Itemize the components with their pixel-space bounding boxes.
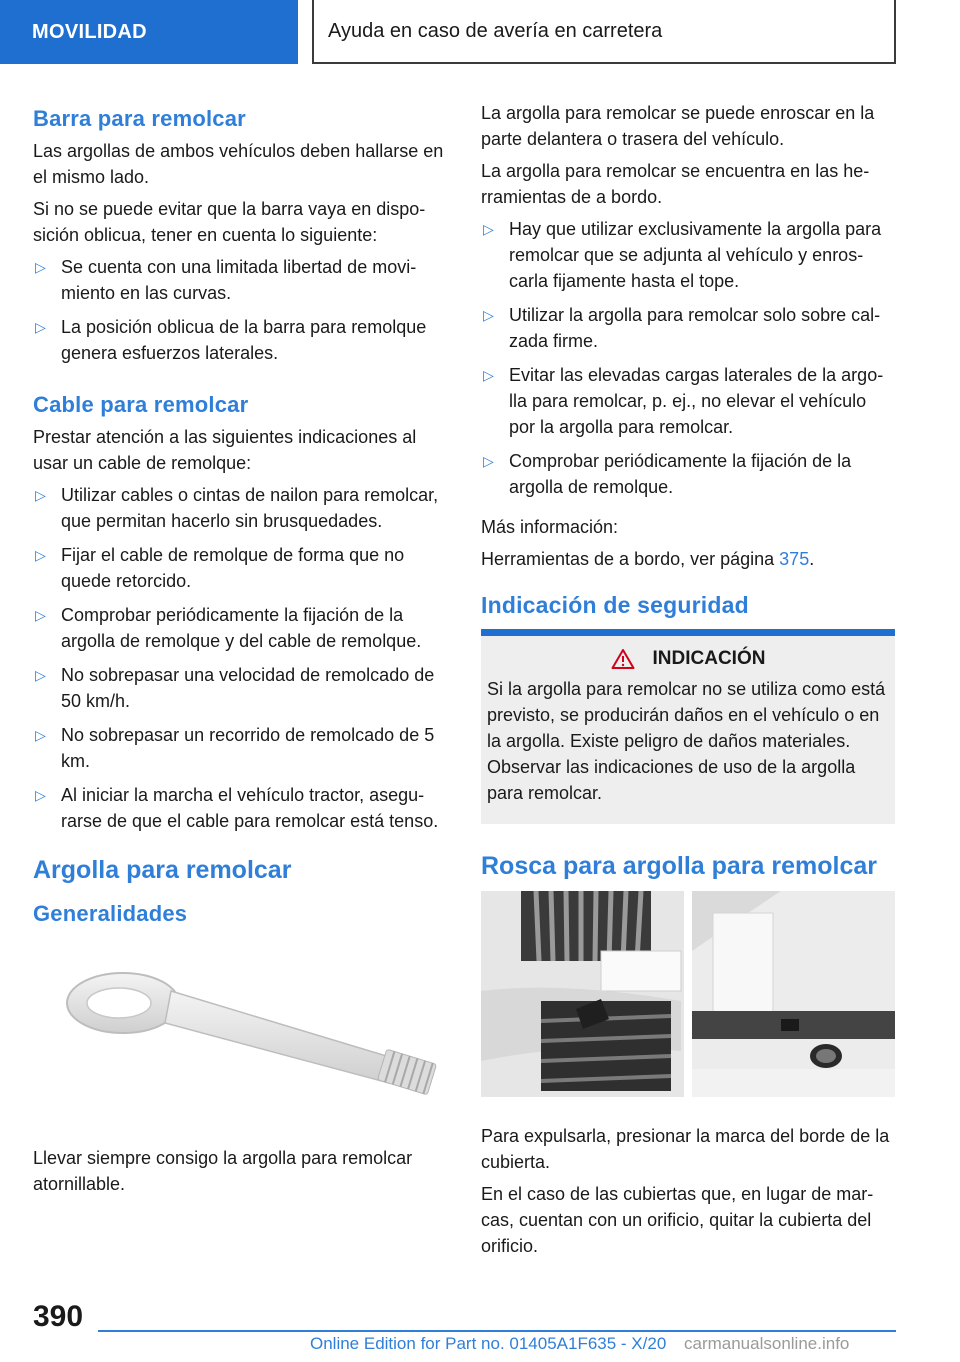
list-item: ▷ No sobrepasar un recorrido de remolcado de 5 km. [33,722,447,774]
list-item: ▷ Al iniciar la marcha el vehículo tractor, asegurarse de que el cable para remolcar está tenso. [33,782,447,834]
subheading-generalidades: Generalidades [33,901,188,926]
left-column [33,100,447,1203]
notice-box [481,636,895,824]
paragraph: Prestar atención a las siguientes indicaciones al usar un cable de remolque: [33,427,417,473]
notice-text: Si la argolla para remolcar no se utiliza como está previsto, se producirán daños en el vehículo o en la argolla. Existe peligro de daños materiales. Observar las indicaciones de uso de la argolla para remolcar. [487,679,886,803]
list-item: ▷ Se cuenta con una limitada libertad de movimiento en las curvas. [33,254,447,306]
more-info-label: Más información: [481,517,619,537]
heading-argolla: Argolla para remolcar [33,856,292,884]
list-item: ▷ La posición oblicua de la barra para remolque genera esfuerzos laterales. [33,314,447,366]
paragraph: En el caso de las cubiertas que, en lugar de marcas, cuentan con un orificio, quitar la cubierta del orificio. [481,1184,874,1256]
notice-top-bar [481,629,895,636]
tow-hook-illustration [33,933,447,1133]
list-item: ▷ Utilizar la argolla para remolcar solo sobre calzada firme. [481,302,895,354]
heading-seguridad: Indicación de seguridad [481,592,749,618]
paragraph: Para expulsarla, presionar la marca del borde de la cubierta. [481,1126,890,1172]
list-item: ▷ Comprobar periódicamente la fijación de la argolla de remolque y del cable de remolque. [33,602,447,654]
bullet-triangle-icon: ▷ [35,259,46,275]
section-tab [0,0,298,64]
chapter-title: Ayuda en caso de avería en carretera [328,19,663,42]
notice-title: INDICACIÓN [652,648,766,669]
bullet-triangle-icon: ▷ [35,607,46,623]
list-item: ▷ Fijar el cable de remolque de forma que no quede retorcido. [33,542,447,594]
list-item: ▷ Hay que utilizar exclusivamente la argolla para remolcar que se adjunta al vehículo y enroscarla fijamente hasta el tope. [481,216,895,294]
bullet-triangle-icon: ▷ [35,667,46,683]
notice-header [487,648,889,670]
right-column [481,100,895,1265]
paragraph: La argolla para remolcar se encuentra en las herramientas de a bordo. [481,161,870,207]
heading-cable: Cable para remolcar [33,392,249,417]
list-item: ▷ No sobrepasar una velocidad de remolcado de 50 km/h. [33,662,447,714]
heading-barra: Barra para remolcar [33,106,246,131]
footer-rule [98,1330,896,1332]
list-item: ▷ Evitar las elevadas cargas laterales de la argolla para remolcar, p. ej., no elevar el vehículo por la argolla para remolcar. [481,362,895,440]
footer-edition: Online Edition for Part no. 01405A1F635 - X/20 [310,1334,667,1353]
page-link[interactable]: 375 [779,549,810,569]
bullet-triangle-icon: ▷ [483,453,494,469]
paragraph: Si no se puede evitar que la barra vaya en disposición oblicua, tener en cuenta lo siguiente: [33,199,426,245]
bullet-triangle-icon: ▷ [35,727,46,743]
front-bumper-photo [481,891,684,1097]
list-item: ▷ Utilizar cables o cintas de nailon para remolcar, que permitan hacerlo sin brusquedades. [33,482,447,534]
bullet-triangle-icon: ▷ [483,367,494,383]
bullet-triangle-icon: ▷ [35,787,46,803]
list-item: ▷ Comprobar periódicamente la fijación de la argolla de remolque. [481,448,895,500]
bumper-cover-photos [481,891,895,1097]
paragraph: Las argollas de ambos vehículos deben hallarse en el mismo lado. [33,141,444,187]
caption: Llevar siempre consigo la argolla para remolcar atornillable. [33,1148,413,1194]
bullet-triangle-icon: ▷ [35,487,46,503]
bullet-triangle-icon: ▷ [35,319,46,335]
warning-triangle-icon [611,648,635,670]
more-info-reference: Herramientas de a bordo, ver página 375. [481,549,815,569]
rear-bumper-photo [692,891,895,1069]
footer-watermark: carmanualsonline.info [684,1334,850,1353]
page-number: 390 [33,1300,84,1333]
bullet-triangle-icon: ▷ [483,307,494,323]
paragraph: La argolla para remolcar se puede enroscar en la parte delantera o trasera del vehículo. [481,103,875,149]
bullet-triangle-icon: ▷ [483,221,494,237]
chapter-title-box [312,0,896,64]
section-label: MOVILIDAD [32,20,147,43]
bullet-triangle-icon: ▷ [35,547,46,563]
heading-rosca: Rosca para argolla para remolcar [481,852,878,880]
